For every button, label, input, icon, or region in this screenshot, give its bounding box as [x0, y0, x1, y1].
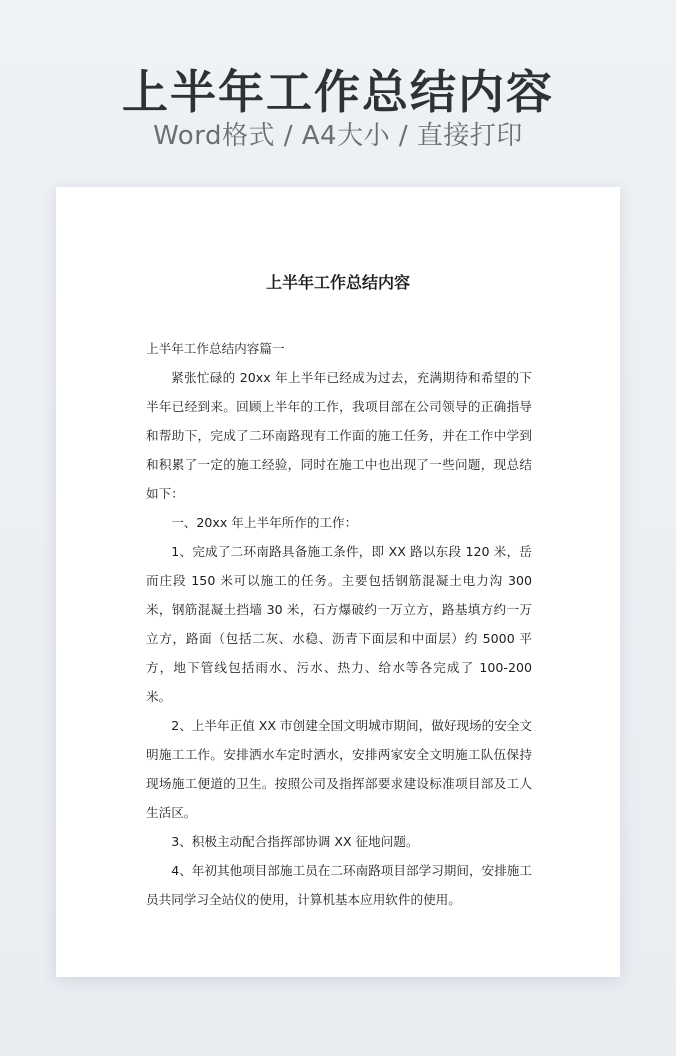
paragraph-item-4: 4、年初其他项目部施工员在二环南路项目部学习期间，安排施工员共同学习全站仪的使用，计算机基本应用软件的使用。: [146, 863, 532, 907]
document-title: 上半年工作总结内容: [265, 273, 410, 292]
paragraph-intro: 紧张忙碌的 20xx 年上半年已经成为过去，充满期待和希望的下半年已经到来。回顾上半年的工作，我项目部在公司领导的正确指导和帮助下，完成了二环南路现有工作面的施工任务，并在工作中学到和积累了一定的施工经验，同时在施工中也出现了一些问题，现总结如下：: [146, 370, 532, 501]
banner-title: 上半年工作总结内容: [122, 65, 554, 119]
paragraph-item-3: 3、积极主动配合指挥部协调 XX 征地问题。: [171, 834, 419, 849]
document-body: [146, 334, 532, 914]
section-heading: 上半年工作总结内容篇一: [146, 341, 285, 356]
banner-subtitle: Word格式 / A4大小 / 直接打印: [153, 121, 523, 151]
paragraph-item-1: 1、完成了二环南路具备施工条件，即 XX 路以东段 120 米，岳而庄段 150 米可以施工的任务。主要包括钢筋混凝土电力沟 300 米，钢筋混凝土挡墙 30 米，石方爆破约一万立方，路基填方约一万立方，路面（包括二灰、水稳、沥青下面层和中面层）约 5000 平方，地下管线包括雨水、污水、热力、给水等各完成了 100-200 米。: [146, 544, 532, 704]
document-page: [56, 187, 620, 977]
paragraph-item-2: 2、上半年正值 XX 市创建全国文明城市期间，做好现场的安全文明施工工作。安排洒水车定时洒水，安排两家安全文明施工队伍保持现场施工便道的卫生。按照公司及指挥部要求建设标准项目部及工人生活区。: [146, 718, 532, 820]
paragraph-heading-1: 一、20xx 年上半年所作的工作：: [171, 515, 358, 530]
